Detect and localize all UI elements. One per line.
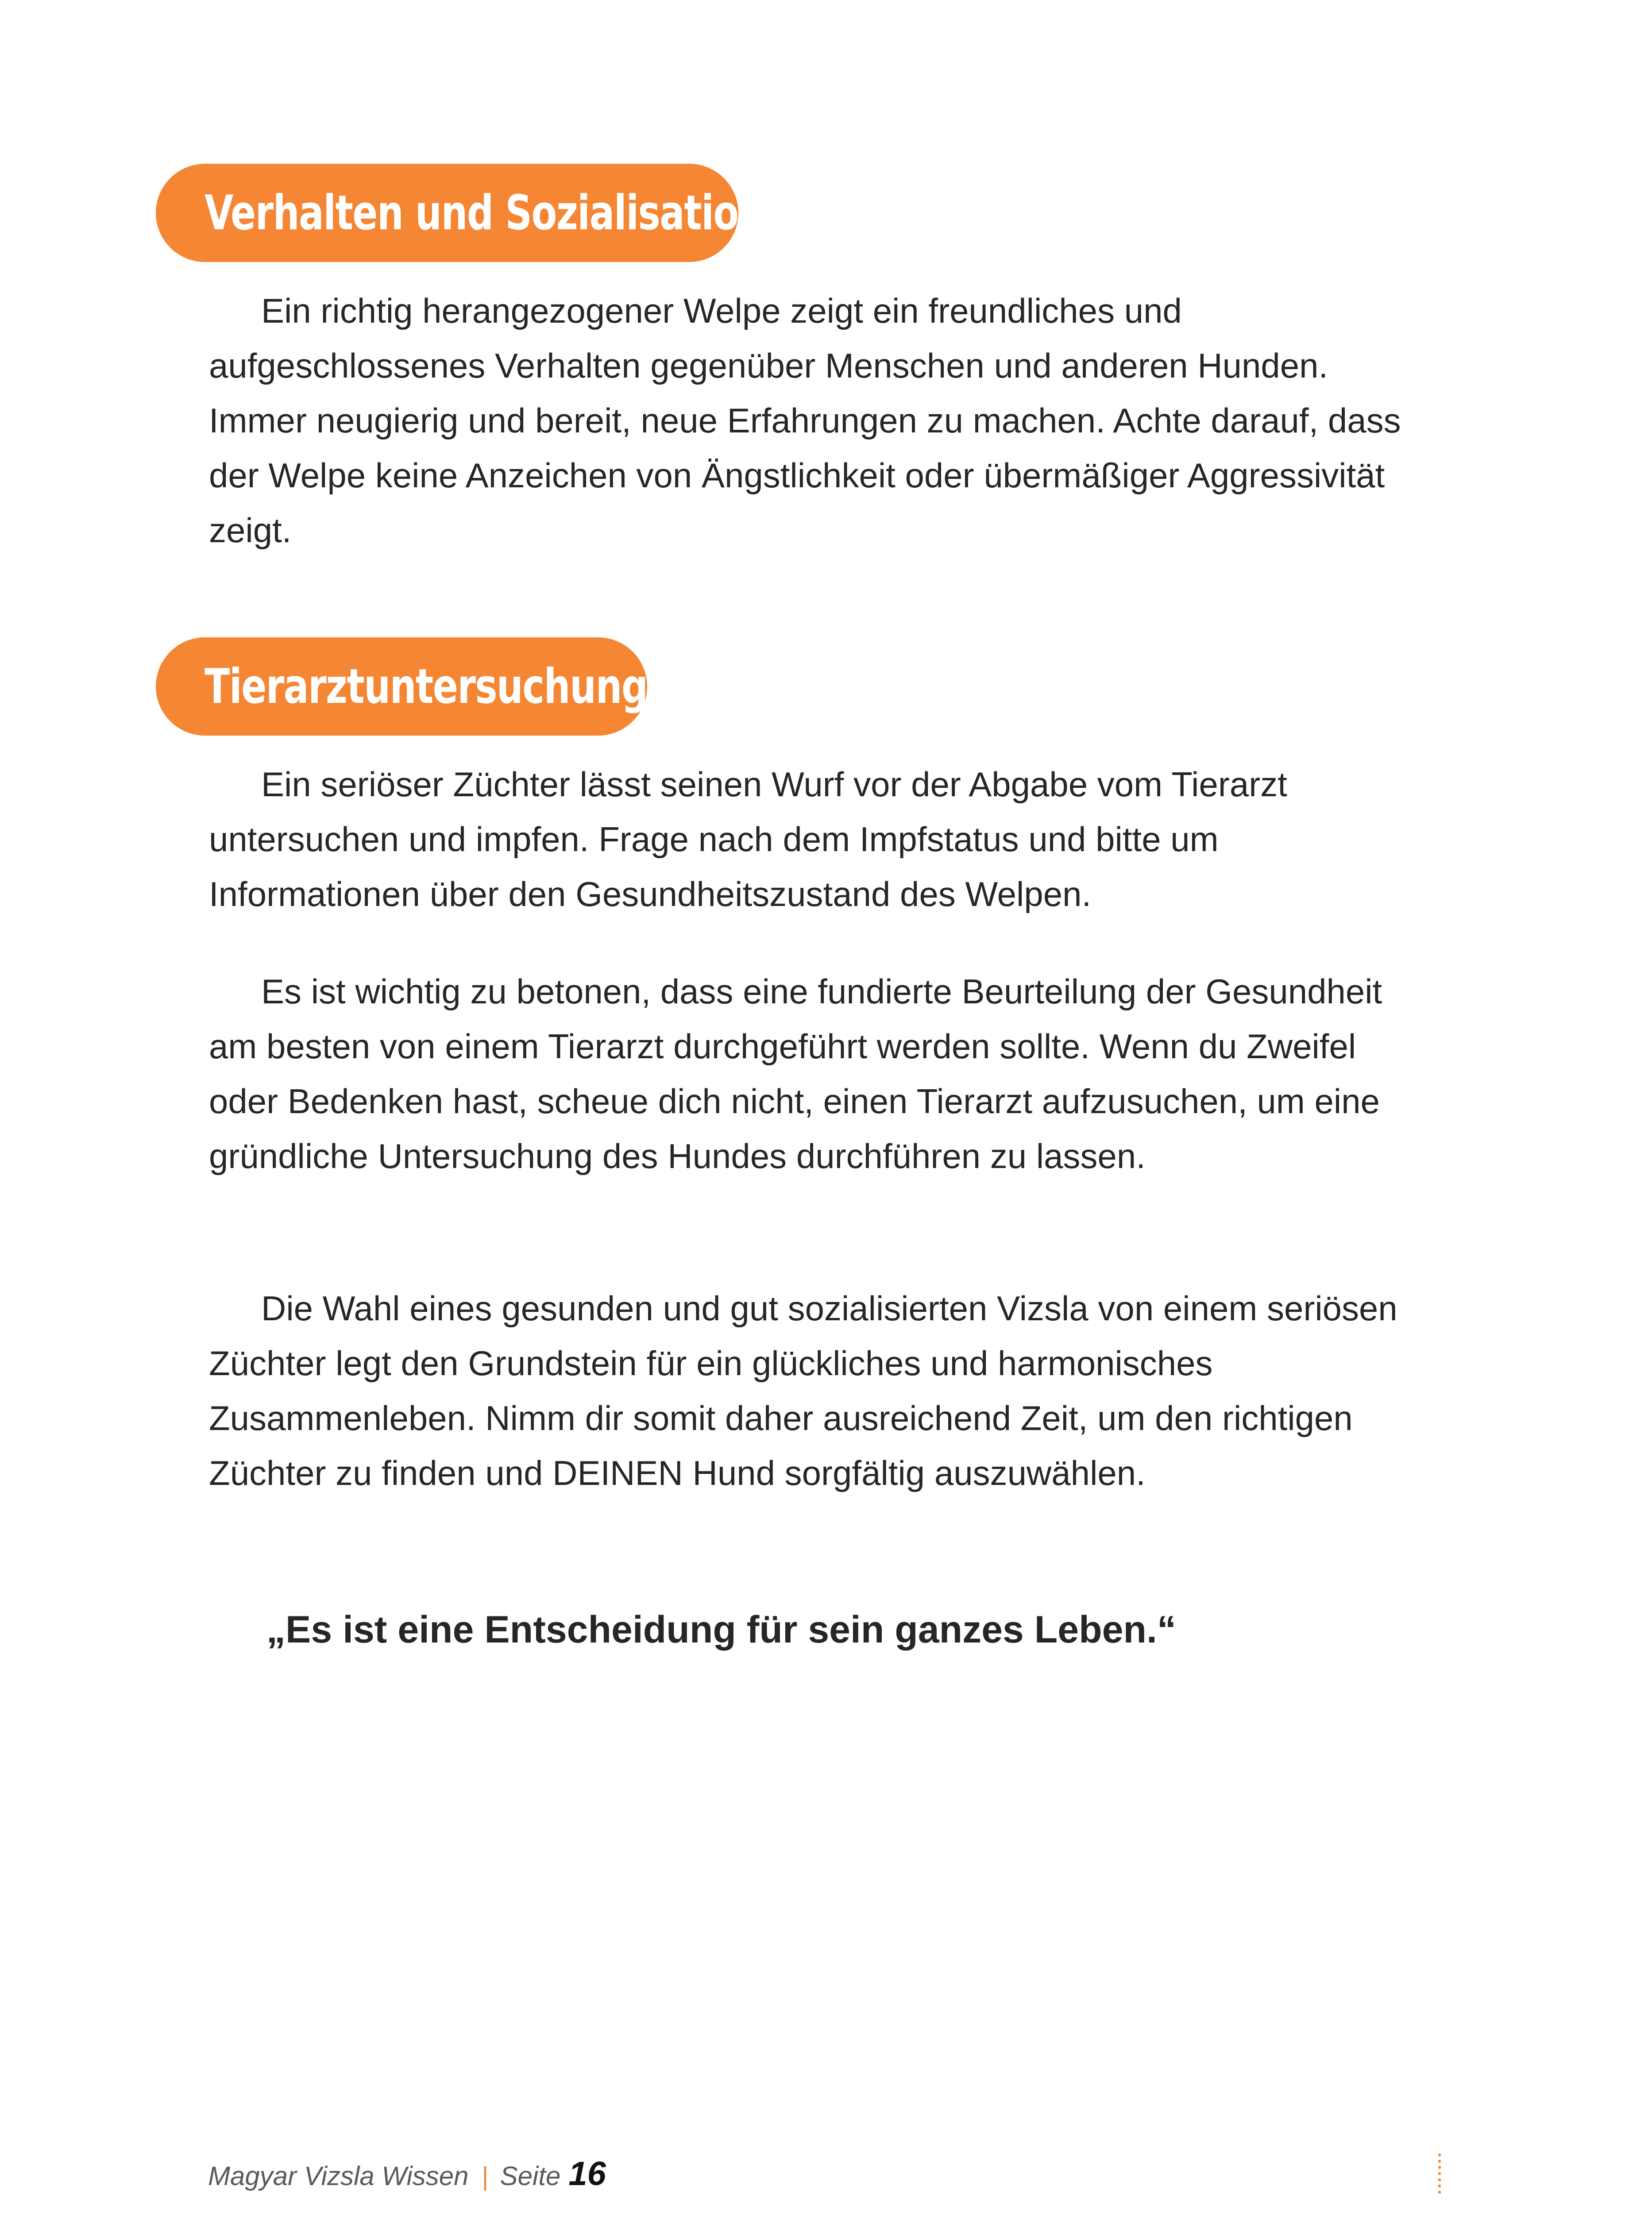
dotted-margin-marker xyxy=(1438,2152,1441,2196)
page-number: 16 xyxy=(568,2155,606,2193)
section-heading-behavior xyxy=(156,164,764,262)
paragraph-behavior: Ein richtig herangezogener Welpe zeigt ein freundliches und aufgeschlossenes Verhalten gegenüber Menschen und anderen Hunden. Immer neugierig und bereit, neue Erfahrungen zu machen. Achte darauf, dass der Welpe keine Anzeichen von Ängstlichkeit oder übermäßiger Aggressivität zeigt. xyxy=(209,291,1401,550)
section-heading-text: Verhalten und Sozialisation xyxy=(205,185,764,241)
page-label: Seite xyxy=(500,2161,561,2191)
book-title: Magyar Vizsla Wissen xyxy=(208,2161,469,2191)
page-footer xyxy=(208,2155,606,2193)
section-heading-vet-exam xyxy=(156,637,647,736)
paragraph-vet-2: Es ist wichtig zu betonen, dass eine fundierte Beurteilung der Gesundheit am besten von einem Tierarzt durchgeführt werden sollte. Wenn du Zweifel oder Bedenken hast, scheue dich nicht, einen Tierarzt aufzusuchen, um eine gründliche Untersuchung des Hundes durchführen zu lassen. xyxy=(209,972,1382,1176)
closing-quote: „Es ist eine Entscheidung für sein ganzes Leben.“ xyxy=(266,1608,1176,1651)
paragraph-vet-1: Ein seriöser Züchter lässt seinen Wurf vor der Abgabe vom Tierarzt untersuchen und impfen. Frage nach dem Impfstatus und bitte um Informationen über den Gesundheitszustand des Welpen. xyxy=(209,765,1287,914)
section-heading-text: Tierarztuntersuchung xyxy=(205,659,648,714)
footer-separator: | xyxy=(482,2162,489,2191)
paragraph-vet-3: Die Wahl eines gesunden und gut sozialisierten Vizsla von einem seriösen Züchter legt den Grundstein für ein glückliches und harmonisches Zusammenleben. Nimm dir somit daher ausreichend Zeit, um den richtigen Züchter zu finden und DEINEN Hund sorgfältig auszuwählen. xyxy=(209,1289,1397,1492)
